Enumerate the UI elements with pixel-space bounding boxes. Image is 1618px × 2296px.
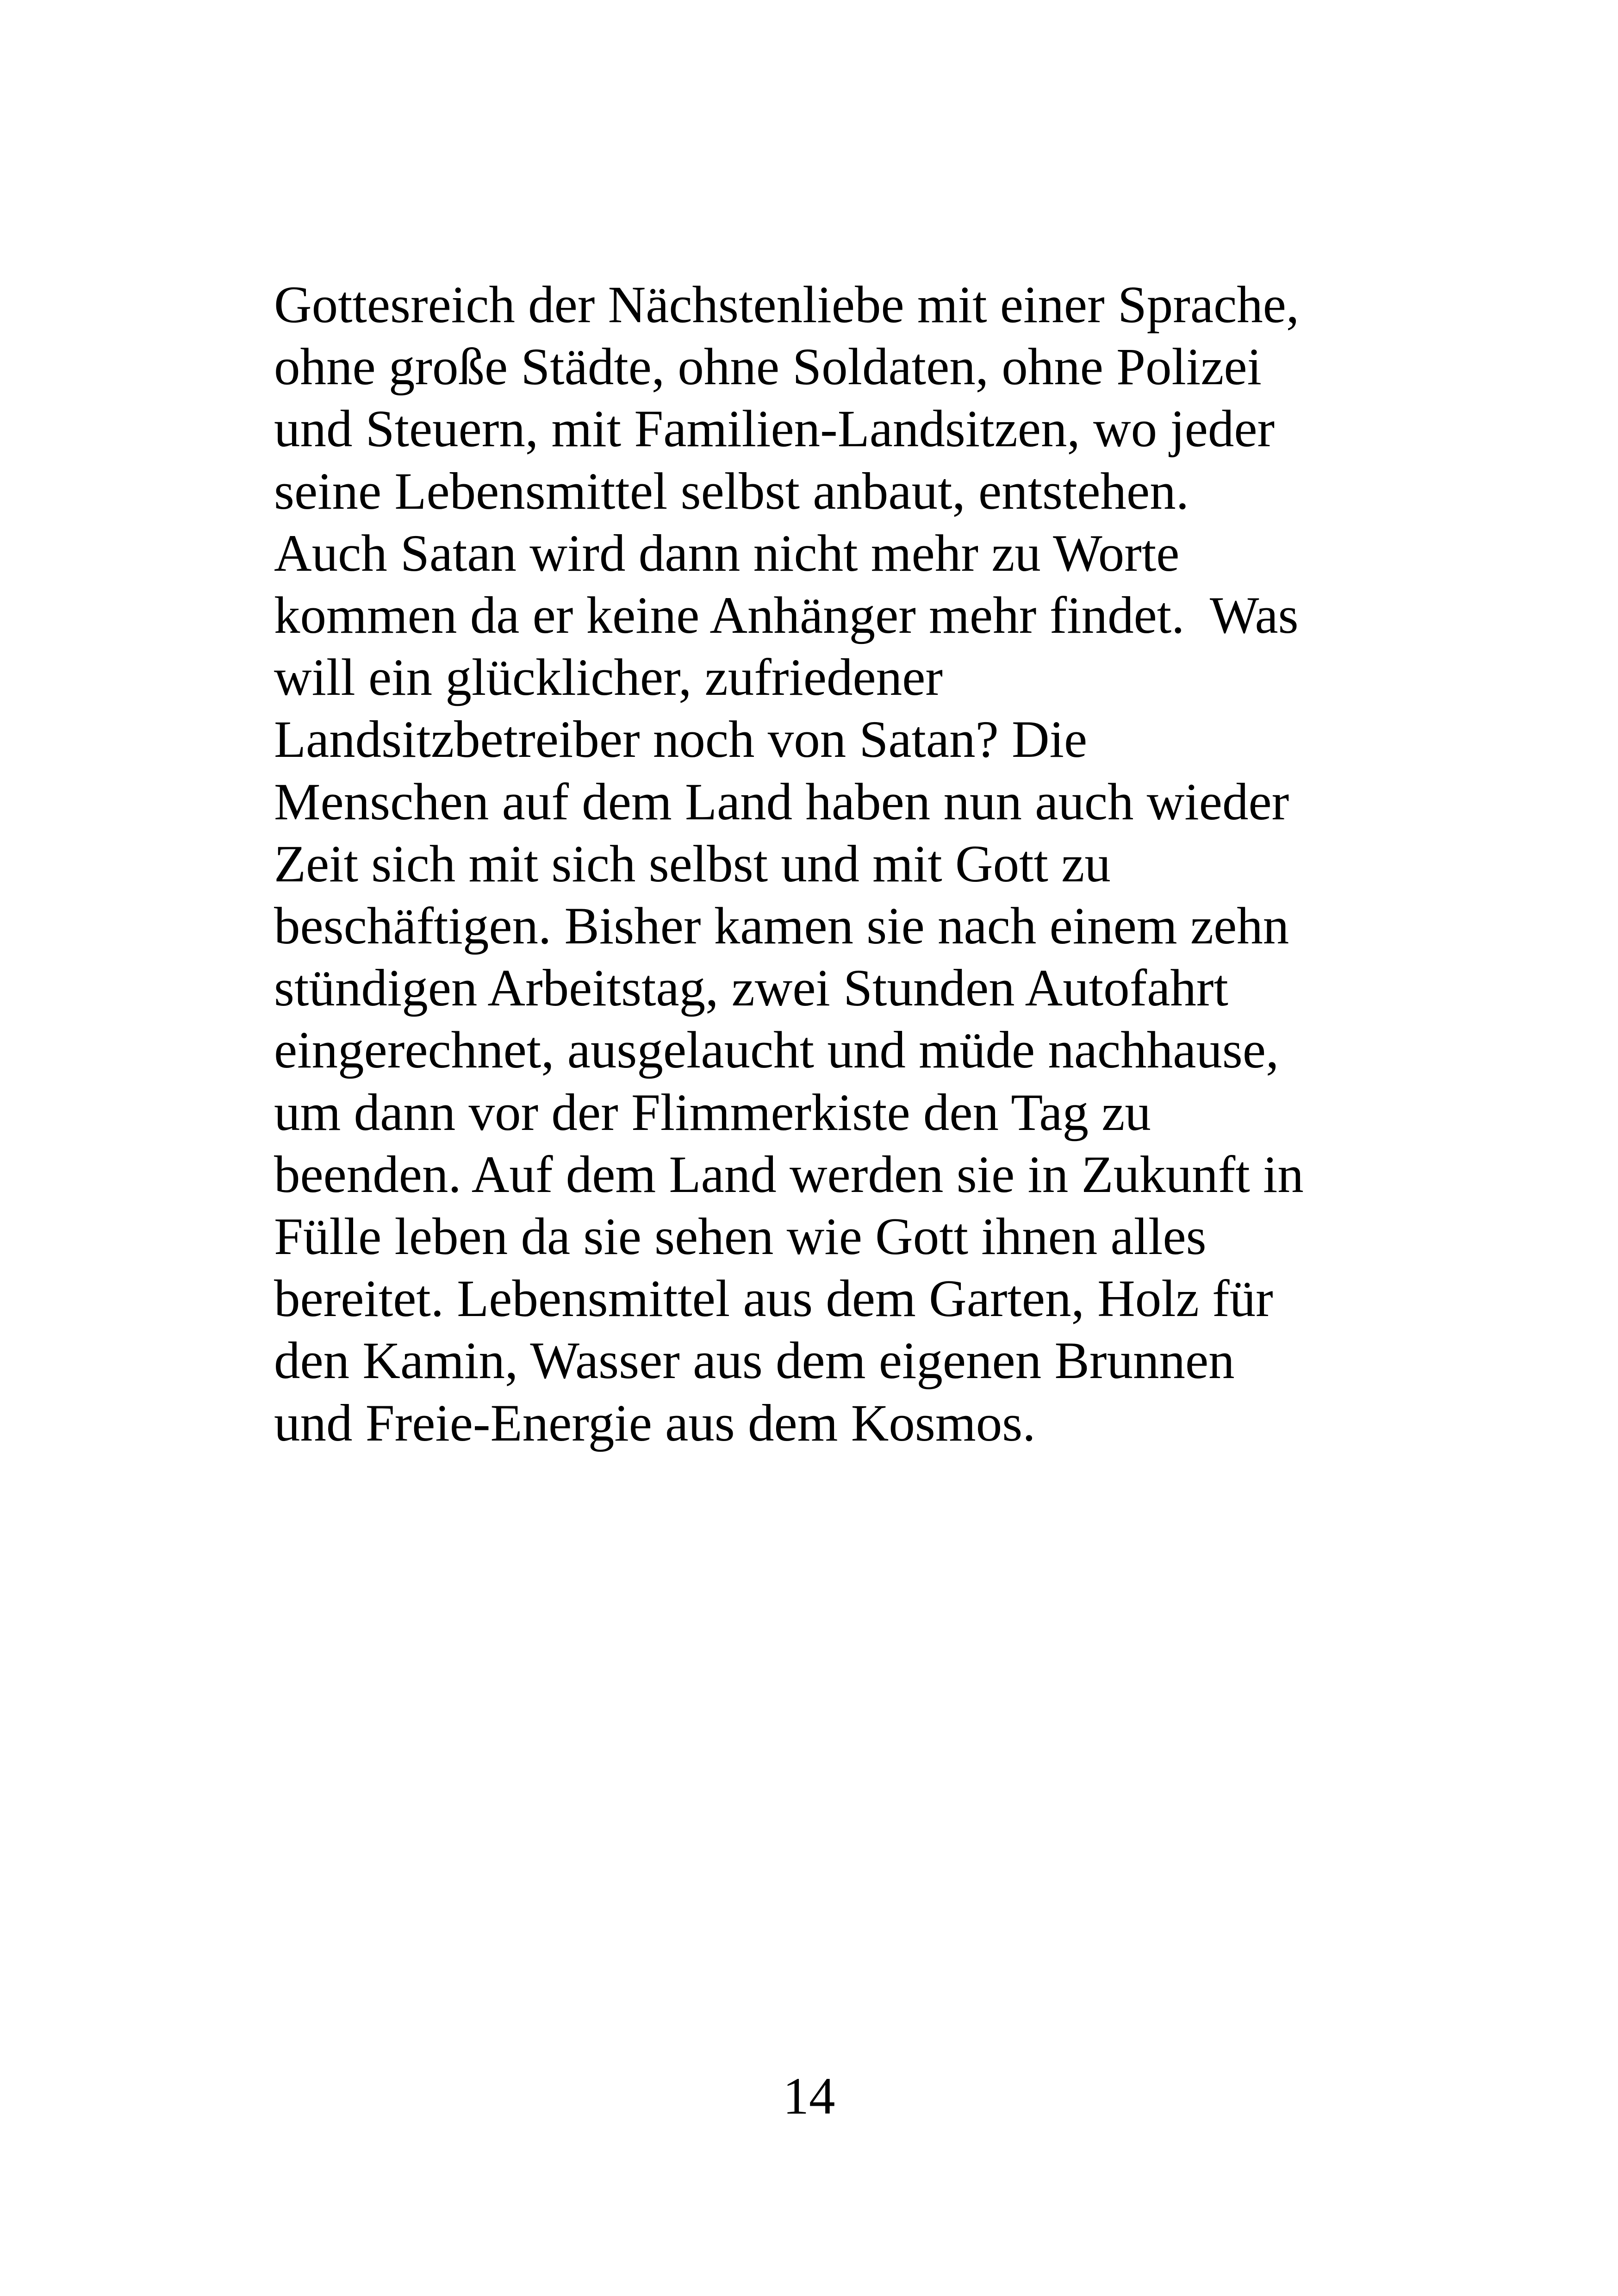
text-line: beenden. Auf dem Land werden sie in Zukunft in xyxy=(274,1145,1304,1204)
text-line: Fülle leben da sie sehen wie Gott ihnen alles xyxy=(274,1208,1207,1266)
text-line: will ein glücklicher, zufriedener xyxy=(274,649,943,707)
text-line: Zeit sich mit sich selbst und mit Gott zu xyxy=(274,835,1111,893)
text-line: seine Lebensmittel selbst anbaut, entstehen. xyxy=(274,462,1189,520)
text-line: und Steuern, mit Familien-Landsitzen, wo jeder xyxy=(274,400,1275,458)
text-line: Menschen auf dem Land haben nun auch wieder xyxy=(274,773,1289,831)
text-line: stündigen Arbeitstag, zwei Stunden Autofahrt xyxy=(274,959,1228,1017)
page-number: 14 xyxy=(783,2067,835,2125)
text-line: ohne große Städte, ohne Soldaten, ohne Polizei xyxy=(274,338,1262,396)
text-line: Landsitzbetreiber noch von Satan? Die xyxy=(274,711,1088,769)
text-line: um dann vor der Flimmerkiste den Tag zu xyxy=(274,1083,1151,1142)
text-line: bereitet. Lebensmittel aus dem Garten, Holz für xyxy=(274,1270,1273,1328)
text-line: Gottesreich der Nächstenliebe mit einer Sprache, xyxy=(274,276,1300,334)
text-line: beschäftigen. Bisher kamen sie nach einem zehn xyxy=(274,897,1289,955)
text-line: Auch Satan wird dann nicht mehr zu Worte xyxy=(274,524,1180,582)
text-line: den Kamin, Wasser aus dem eigenen Brunnen xyxy=(274,1332,1235,1390)
text-line: kommen da er keine Anhänger mehr findet. Was xyxy=(274,586,1299,645)
text-line: eingerechnet, ausgelaucht und müde nachhause, xyxy=(274,1021,1279,1079)
text-line: und Freie-Energie aus dem Kosmos. xyxy=(274,1394,1036,1452)
body-text xyxy=(274,274,1431,1454)
